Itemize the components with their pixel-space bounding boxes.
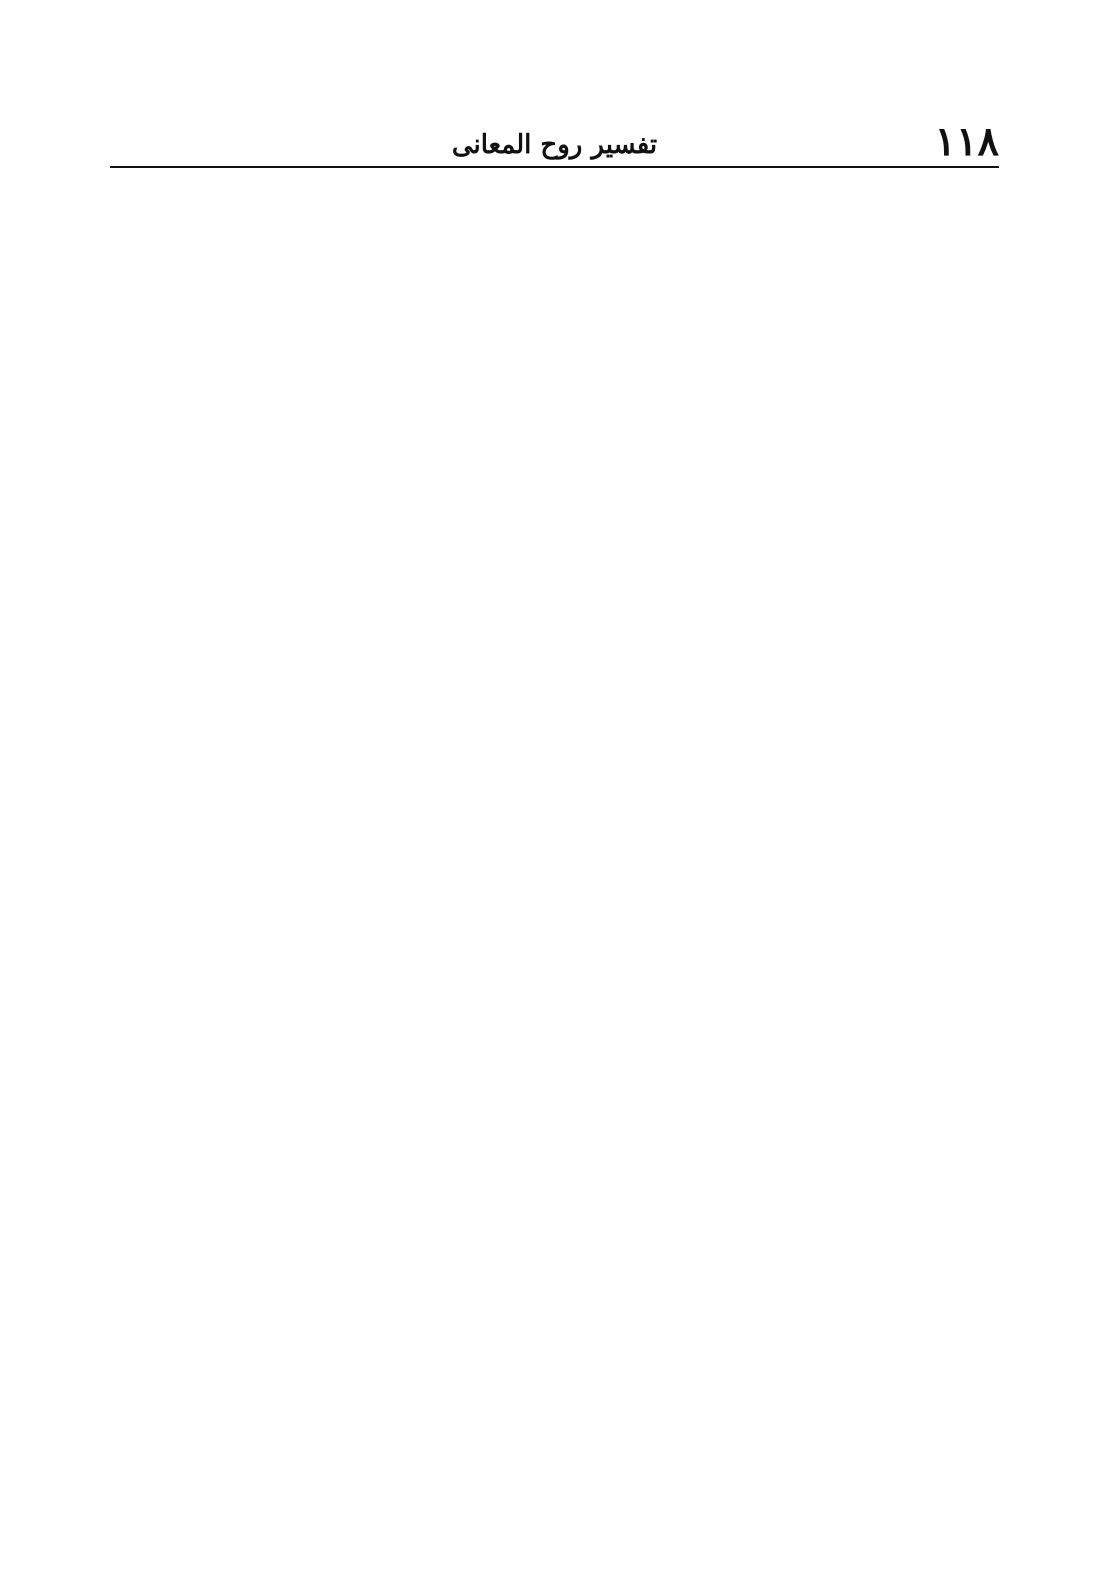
page-number: ١١٨ <box>934 118 999 165</box>
page-header <box>110 118 999 168</box>
running-title: تفسير روح المعانى <box>451 130 658 160</box>
